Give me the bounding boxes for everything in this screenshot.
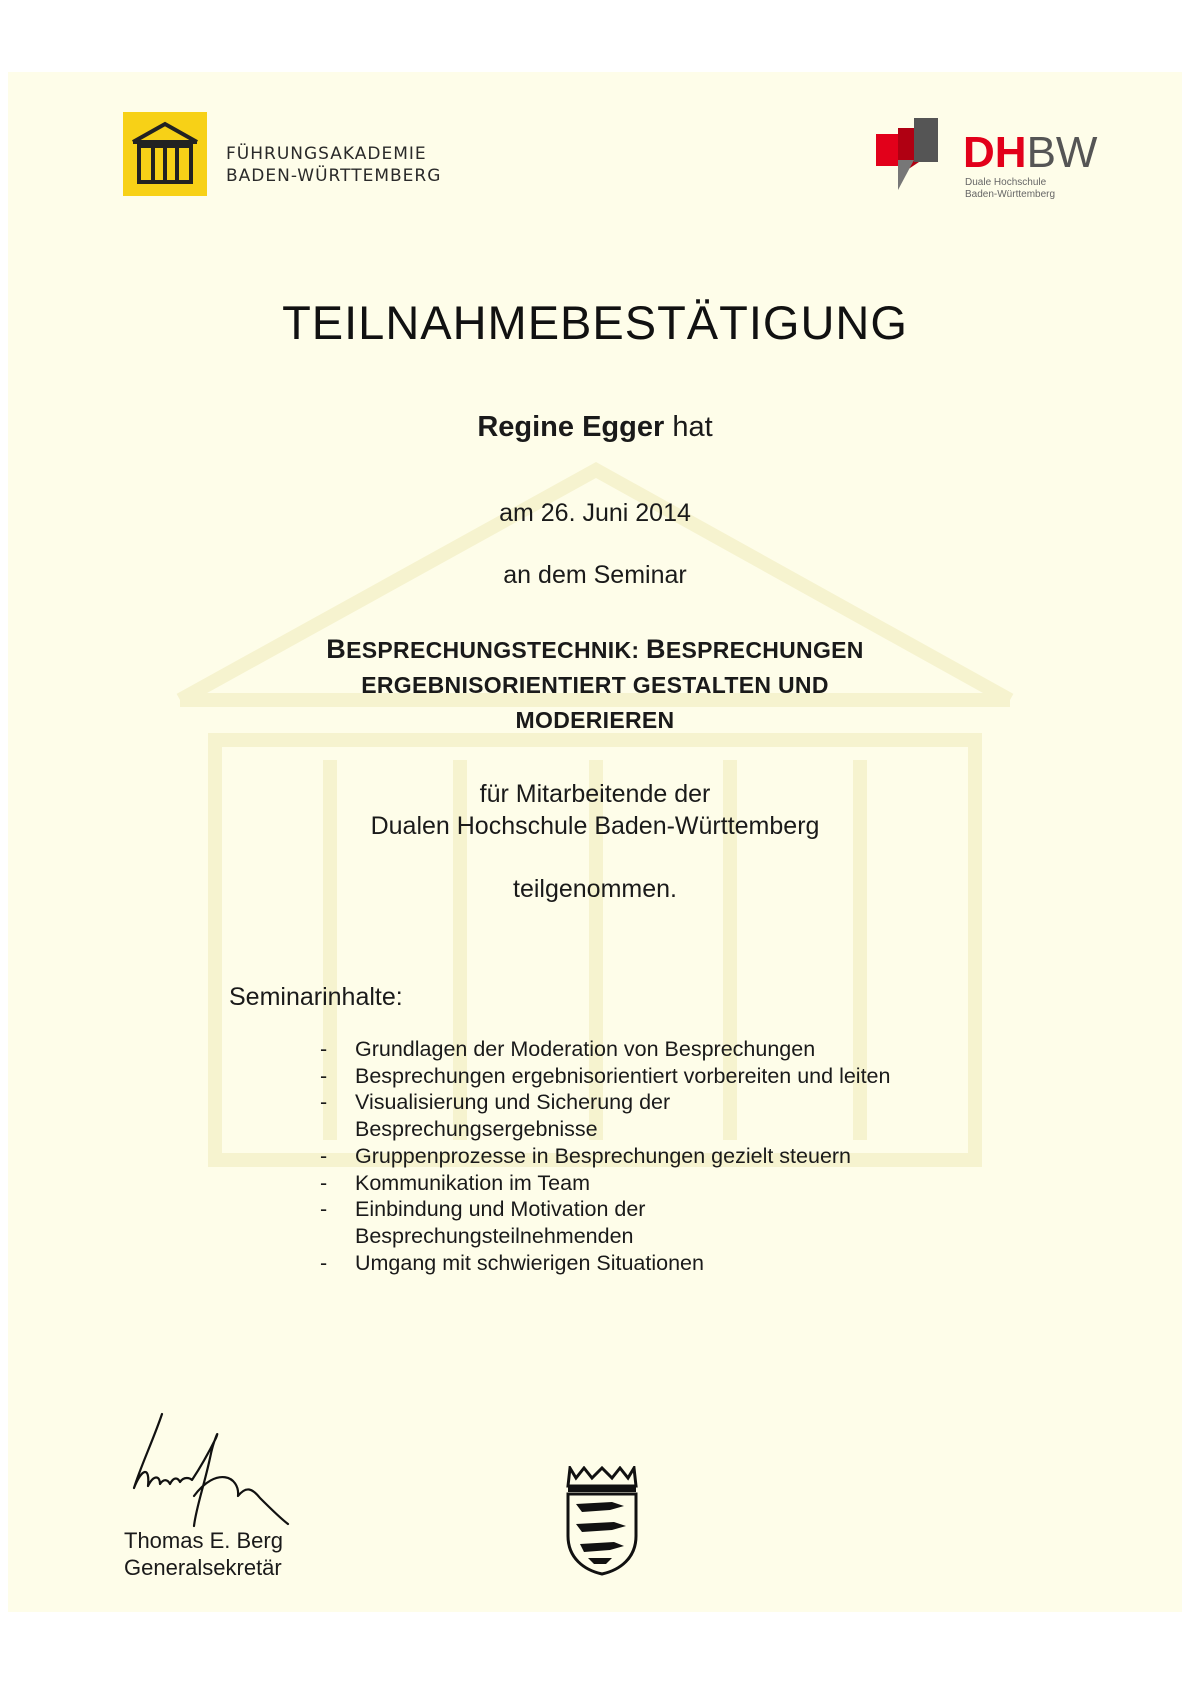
- contents-heading: Seminarinhalte:: [229, 983, 403, 1011]
- temple-icon: [123, 112, 207, 196]
- contents-list: [318, 1036, 918, 1276]
- fuehrungsakademie-name: [226, 143, 441, 187]
- seminar-title: [0, 632, 1190, 738]
- signer-name: Thomas E. Berg: [124, 1528, 283, 1553]
- signer-role: Generalsekretär: [124, 1555, 282, 1580]
- list-item: - Besprechungen ergebnisorientiert vorbereiten und leiten: [318, 1063, 918, 1090]
- seminar-title-segment: B: [326, 634, 347, 664]
- list-item: - Grundlagen der Moderation von Besprechungen: [318, 1036, 918, 1063]
- list-item: - Kommunikation im Team: [318, 1170, 918, 1197]
- recipient-line: [0, 410, 1190, 444]
- seminar-title-segment: :: [631, 637, 647, 663]
- fa-name-line1: FÜHRUNGSAKADEMIE: [226, 144, 427, 164]
- dhbw-sub-line2: Baden-Württemberg: [965, 189, 1056, 200]
- fuehrungsakademie-logo: [123, 112, 207, 196]
- recipient-name: Regine Egger: [477, 411, 665, 443]
- seminar-title-line2: ERGEBNISORIENTIERT GESTALTEN UND: [361, 672, 829, 698]
- signer: [124, 1527, 283, 1581]
- fa-name-line2: BADEN-WÜRTTEMBERG: [226, 166, 442, 186]
- coat-of-arms-icon: [562, 1466, 642, 1576]
- seminar-title-segment: B: [646, 634, 666, 664]
- seminar-title-segment: ESPRECHUNGSTECHNIK: [346, 637, 632, 663]
- dhbw-dh: DH: [963, 128, 1027, 177]
- dhbw-arrow-icon: [876, 118, 956, 190]
- audience: [0, 778, 1190, 842]
- list-item: - Gruppenprozesse in Besprechungen gezielt steuern: [318, 1143, 918, 1170]
- seminar-title-line3: MODERIEREN: [515, 707, 675, 733]
- dhbw-bw: BW: [1026, 128, 1098, 177]
- audience-line2: Dualen Hochschule Baden-Württemberg: [370, 812, 820, 840]
- recipient-suffix: hat: [664, 411, 713, 443]
- dhbw-subtitle: [965, 177, 1055, 201]
- list-item: - Umgang mit schwierigen Situationen: [318, 1250, 918, 1277]
- dhbw-sub-line1: Duale Hochschule: [965, 177, 1047, 188]
- seminar-date: am 26. Juni 2014: [499, 499, 691, 527]
- seminar-title-line1: [0, 632, 1190, 668]
- seminar-intro: an dem Seminar: [503, 561, 687, 589]
- completed-text: teilgenommen.: [513, 875, 677, 903]
- audience-line1: für Mitarbeitende der: [479, 780, 711, 808]
- list-item: - Visualisierung und Sicherung der Besprechungsergebnisse: [318, 1089, 918, 1142]
- dhbw-wordmark: [963, 129, 1097, 177]
- signature: [120, 1408, 320, 1528]
- list-item: - Einbindung und Motivation der Besprechungsteilnehmenden: [318, 1196, 918, 1249]
- certificate-title: TEILNAHMEBESTÄTIGUNG: [282, 296, 908, 349]
- seminar-title-segment: ESPRECHUNGEN: [665, 637, 864, 663]
